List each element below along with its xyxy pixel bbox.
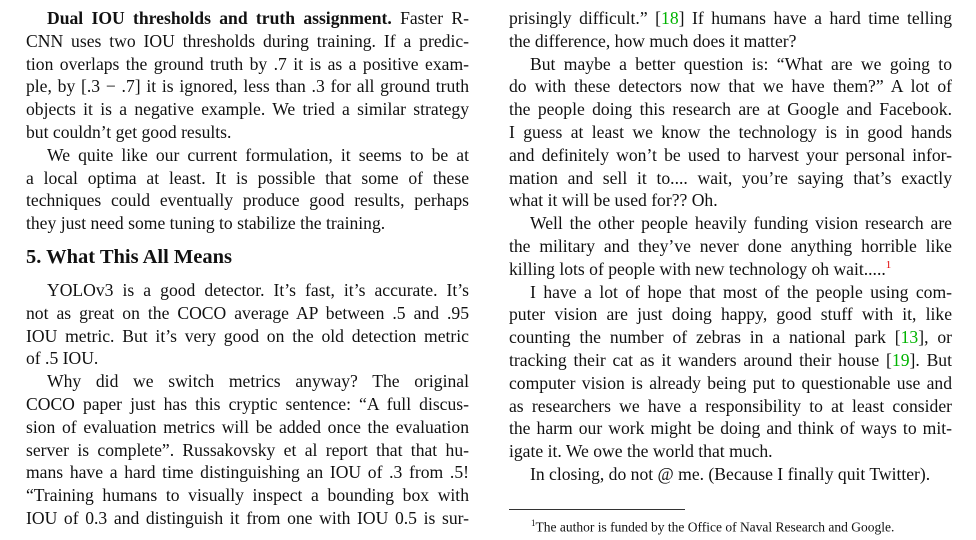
paragraph-line: I have a lot of hope that most of the people using com- bbox=[530, 281, 952, 302]
right-column bbox=[509, 7, 952, 486]
left-column bbox=[26, 7, 469, 530]
paragraph-line: of .5 IOU. bbox=[26, 348, 99, 369]
paragraph-line: they just need some tuning to stabilize the training. bbox=[26, 213, 386, 234]
paragraph-line: but couldn’t get good results. bbox=[26, 121, 232, 142]
citation-link[interactable]: 13 bbox=[900, 327, 919, 348]
paragraph-line: do with these detectors now that we have them?” A lot of bbox=[509, 76, 952, 97]
footnote-number: 1 bbox=[531, 518, 536, 528]
paragraph-line: YOLOv3 is a good detector. It’s fast, it’s accurate. It’s bbox=[47, 279, 469, 300]
paragraph-line: the people doing this research are at Google and Facebook. bbox=[509, 99, 952, 120]
paragraph-line: what it will be used for?? Oh. bbox=[509, 190, 718, 211]
paragraph-line: But maybe a better question is: “What are we going to bbox=[530, 53, 952, 74]
paragraph-line: COCO paper just has this cryptic sentence: “A full discus- bbox=[26, 393, 469, 414]
paragraph-line: counting the number of zebras in a national park [13], or bbox=[509, 327, 953, 348]
paragraph-line: not as great on the COCO average AP between .5 and .95 bbox=[26, 302, 469, 323]
paragraph-line: puter vision are just doing happy, good stuff with it, like bbox=[509, 304, 952, 325]
footnote-mark[interactable]: 1 bbox=[885, 258, 892, 271]
section-heading: 5. What This All Means bbox=[26, 245, 233, 268]
paragraph-line: Dual IOU thresholds and truth assignment. Faster R- bbox=[47, 8, 469, 28]
paragraph-line: and definitely won’t be used to harvest your personal infor- bbox=[509, 144, 952, 165]
paragraph-line: ple, by [.3 − .7] it is ignored, less than .3 for all ground truth bbox=[26, 76, 469, 97]
paragraph-line: tracking their cat as it wanders around their house [19]. But bbox=[509, 349, 952, 370]
paragraph-line: the harm our work might be doing and think of ways to mit- bbox=[509, 418, 952, 439]
footnote-text: The author is funded by the Office of Naval Research and Google. bbox=[535, 519, 895, 535]
paragraph-line: Why did we switch metrics anyway? The original bbox=[47, 371, 469, 392]
paragraph-line: the difference, how much does it matter? bbox=[509, 30, 797, 51]
footnote-rule bbox=[509, 509, 685, 510]
paragraph-line: Well the other people heavily funding vision research are bbox=[530, 213, 952, 234]
paragraph-line: igate it. We owe the world that much. bbox=[509, 441, 773, 462]
run-in-title: Dual IOU thresholds and truth assignment. bbox=[47, 8, 392, 28]
paragraph-line: CNN uses two IOU thresholds during training. If a predic- bbox=[26, 30, 469, 51]
paragraph-line: objects it is a negative example. We tried a similar strategy bbox=[26, 99, 469, 120]
paragraph-line: mans have a hard time distinguishing an IOU of .3 from .5! bbox=[26, 462, 469, 483]
paragraph-line: as researchers we have a responsibility to at least consider bbox=[509, 395, 952, 416]
citation-link[interactable]: 19 bbox=[891, 349, 910, 370]
paragraph-line: In closing, do not @ me. (Because I finally quit Twitter). bbox=[530, 463, 931, 484]
paragraph-line: tion overlaps the ground truth by .7 it is as a positive exam- bbox=[26, 53, 469, 74]
paragraph-line: a local optima at least. It is possible that some of these bbox=[26, 167, 469, 188]
paragraph-line: “Training humans to visually inspect a bounding box with bbox=[26, 485, 469, 506]
paragraph-line: I guess at least we know the technology is in good hands bbox=[509, 121, 952, 142]
paragraph-line: IOU of 0.3 and distinguish it from one with IOU 0.5 is sur- bbox=[26, 507, 469, 528]
paragraph-line: sion of evaluation metrics will be added once the evaluation bbox=[26, 416, 469, 437]
paragraph-line: computer vision is already being put to questionable use and bbox=[509, 372, 952, 393]
paragraph-line: techniques could eventually produce good results, perhaps bbox=[26, 190, 469, 211]
paragraph-line: killing lots of people with new technology oh wait.....$^1$ bbox=[509, 258, 892, 279]
paragraph-line: IOU metric. But it’s very good on the old detection metric bbox=[26, 325, 469, 346]
footnote bbox=[531, 514, 894, 537]
paragraph-line: prisingly difficult.” [18] If humans have a hard time telling bbox=[509, 8, 953, 28]
paragraph-line: We quite like our current formulation, it seems to be at bbox=[47, 144, 469, 165]
paragraph-line: the military and they’ve never done anything horrible like bbox=[509, 235, 952, 256]
paragraph-line: server is complete”. Russakovsky et al report that that hu- bbox=[26, 439, 469, 460]
paragraph-line: mation and sell it to.... wait, you’re saying that’s exactly bbox=[509, 167, 952, 188]
citation-link[interactable]: 18 bbox=[661, 8, 679, 28]
